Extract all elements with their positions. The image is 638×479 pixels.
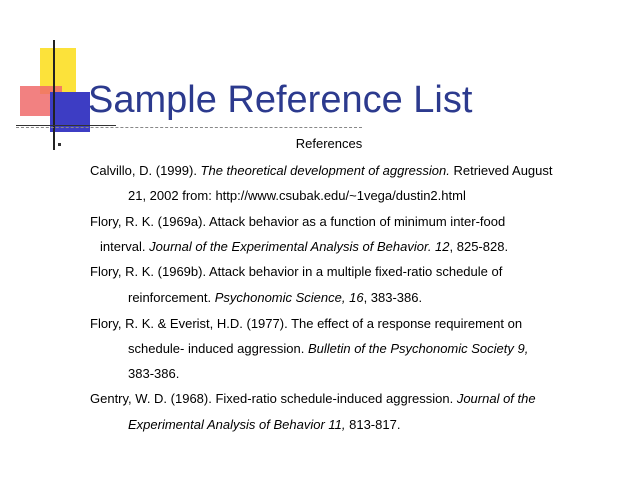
reference-1-line-1: Calvillo, D. (1999). The theoretical development of aggression. Retrieved August: [90, 163, 553, 178]
slide-title: Sample Reference List: [88, 79, 473, 121]
decorative-blue-square: [50, 92, 90, 132]
title-underline-accent: [16, 125, 116, 126]
reference-2-line-2: interval. Journal of the Experimental Analysis of Behavior. 12, 825-828.: [100, 239, 509, 254]
reference-1-line-2: 21, 2002 from: http://www.csubak.edu/~1vega/dustin2.html: [128, 188, 466, 203]
reference-4-line-3: 383-386.: [128, 366, 180, 381]
reference-2-line-1: Flory, R. K. (1969a). Attack behavior as a function of minimum inter-food: [90, 214, 506, 229]
reference-5-line-1: Gentry, W. D. (1968). Fixed-ratio schedule-induced aggression. Journal of the: [90, 391, 536, 406]
reference-5-line-2: Experimental Analysis of Behavior 11, 813-817.: [128, 417, 401, 432]
title-underline: [16, 127, 362, 128]
references-heading: References: [295, 136, 363, 151]
decorative-vertical-line: [53, 40, 55, 150]
reference-3-line-1: Flory, R. K. (1969b). Attack behavior in a multiple fixed-ratio schedule of: [90, 264, 503, 279]
reference-4-line-2: schedule- induced aggression. Bulletin of the Psychonomic Society 9,: [128, 341, 529, 356]
reference-4-line-1: Flory, R. K. & Everist, H.D. (1977). The effect of a response requirement on: [90, 316, 523, 331]
reference-3-line-2: reinforcement. Psychonomic Science, 16, 383-386.: [128, 290, 423, 305]
